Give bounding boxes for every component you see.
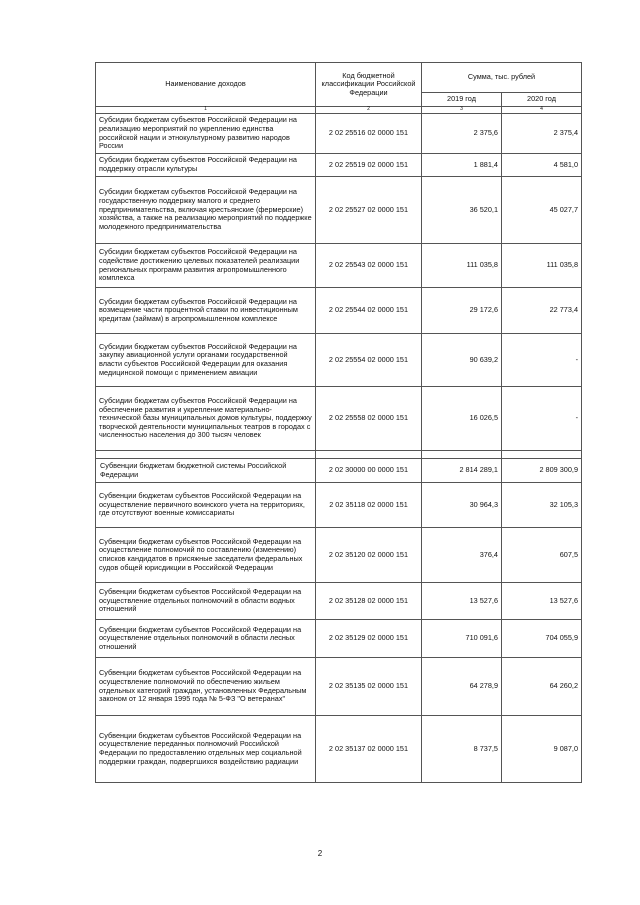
revenue-name: Субвенции бюджетам субъектов Российской Федерации на осуществление полномочий по обеспечению жильем отдельных категорий граждан, установленных Федеральным законом от 12 января 1995 года № 5-ФЗ "О ветеранах" (96, 658, 316, 716)
revenue-name: Субсидии бюджетам субъектов Российской Федерации на возмещение части процентной ставки по инвестиционным кредитам (займам) в агропромышленном комплексе (96, 288, 316, 334)
table-row (96, 716, 582, 783)
classification-code: 2 02 25554 02 0000 151 (316, 334, 422, 387)
revenue-name: Субвенции бюджетам субъектов Российской Федерации на осуществление отдельных полномочий в области водных отношений (96, 583, 316, 620)
classification-code: 2 02 25543 02 0000 151 (316, 244, 422, 288)
amount-2020: - (502, 334, 582, 387)
amount-2020: 22 773,4 (502, 288, 582, 334)
amount-2020: 4 581,0 (502, 154, 582, 177)
header-year-2019: 2019 год (422, 93, 502, 107)
header-sum: Сумма, тыс. рублей (422, 63, 582, 93)
revenue-name: Субсидии бюджетам субъектов Российской Федерации на обеспечение развития и укрепление материально-технической базы муниципальных домов культуры, поддержку творческой деятельности муниципальных театров в городах с численностью населения до 300 тысяч человек (96, 387, 316, 451)
classification-code: 2 02 35137 02 0000 151 (316, 716, 422, 783)
revenue-name: Субсидии бюджетам субъектов Российской Федерации на закупку авиационной услуги органами государственной власти субъектов Российской Федерации для оказания медицинской помощи с применением авиации (96, 334, 316, 387)
amount-2020: 704 055,9 (502, 620, 582, 658)
classification-code: 2 02 35129 02 0000 151 (316, 620, 422, 658)
amount-2020: 111 035,8 (502, 244, 582, 288)
table-row (96, 288, 582, 334)
classification-code: 2 02 25544 02 0000 151 (316, 288, 422, 334)
classification-code: 2 02 25516 02 0000 151 (316, 114, 422, 154)
table-row (96, 334, 582, 387)
table-row (96, 154, 582, 177)
amount-2020: 32 105,3 (502, 483, 582, 528)
page-number: 2 (317, 849, 323, 858)
amount-2019: 1 881,4 (422, 154, 502, 177)
table-row (96, 658, 582, 716)
amount-2020: 2 375,4 (502, 114, 582, 154)
table-row (96, 583, 582, 620)
classification-code: 2 02 35120 02 0000 151 (316, 528, 422, 583)
revenue-name: Субсидии бюджетам субъектов Российской Федерации на содействие достижению целевых показателей реализации региональных программ развития агропромышленного комплекса (96, 244, 316, 288)
revenue-name: Субвенции бюджетам субъектов Российской Федерации на осуществление отдельных полномочий в области лесных отношений (96, 620, 316, 658)
column-number: 1 (96, 107, 316, 114)
revenue-name: Субсидии бюджетам субъектов Российской Федерации на государственную поддержку малого и среднего предпринимательства, включая крестьянские (фермерские) хозяйства, а также на реализацию мероприятий по поддержке молодежного предпринимательства (96, 177, 316, 244)
classification-code: 2 02 35128 02 0000 151 (316, 583, 422, 620)
amount-2020: 607,5 (502, 528, 582, 583)
amount-2019: 30 964,3 (422, 483, 502, 528)
column-number: 2 (316, 107, 422, 114)
classification-code: 2 02 25558 02 0000 151 (316, 387, 422, 451)
revenue-name: Субвенции бюджетам субъектов Российской Федерации на осуществление первичного воинского учета на территориях, где отсутствуют военные комиссариаты (96, 483, 316, 528)
amount-2019: 64 278,9 (422, 658, 502, 716)
amount-2019: 13 527,6 (422, 583, 502, 620)
revenue-name: Субвенции бюджетам субъектов Российской Федерации на осуществление полномочий по составлению (изменению) списков кандидатов в присяжные заседатели федеральных судов общей юрисдикции в Российской Федерации (96, 528, 316, 583)
header-year-2020: 2020 год (502, 93, 582, 107)
classification-code: 2 02 30000 00 0000 151 (316, 459, 422, 483)
table-row (96, 387, 582, 451)
classification-code: 2 02 35135 02 0000 151 (316, 658, 422, 716)
table-row (96, 528, 582, 583)
amount-2020: 9 087,0 (502, 716, 582, 783)
amount-2020: - (502, 387, 582, 451)
revenue-table (95, 62, 582, 783)
amount-2019: 36 520,1 (422, 177, 502, 244)
amount-2019: 90 639,2 (422, 334, 502, 387)
classification-code: 2 02 25527 02 0000 151 (316, 177, 422, 244)
amount-2020: 45 027,7 (502, 177, 582, 244)
revenue-group-name: Субвенции бюджетам бюджетной системы Российской Федерации (96, 459, 316, 483)
amount-2019: 2 814 289,1 (422, 459, 502, 483)
table-row (96, 483, 582, 528)
table-row (96, 620, 582, 658)
table-row (96, 244, 582, 288)
revenue-name: Субсидии бюджетам субъектов Российской Федерации на реализацию мероприятий по укреплению единства российской нации и этнокультурному развитию народов России (96, 114, 316, 154)
amount-2019: 376,4 (422, 528, 502, 583)
column-number: 3 (422, 107, 502, 114)
column-number: 4 (502, 107, 582, 114)
amount-2019: 710 091,6 (422, 620, 502, 658)
header-revenue-name: Наименование доходов (96, 63, 316, 107)
amount-2019: 2 375,6 (422, 114, 502, 154)
amount-2019: 29 172,6 (422, 288, 502, 334)
classification-code: 2 02 25519 02 0000 151 (316, 154, 422, 177)
amount-2019: 111 035,8 (422, 244, 502, 288)
table-row-group (96, 459, 582, 483)
table-row (96, 177, 582, 244)
header-classification-code: Код бюджетной классификации Российской Федерации (316, 63, 422, 107)
revenue-name: Субвенции бюджетам субъектов Российской Федерации на осуществление переданных полномочий Российской Федерации по предоставлению отдельных мер социальной поддержки граждан, подвергшихся воздействию радиации (96, 716, 316, 783)
amount-2020: 64 260,2 (502, 658, 582, 716)
table-row (96, 114, 582, 154)
column-numbers-row (96, 107, 582, 114)
table-header-row (96, 63, 582, 93)
classification-code: 2 02 35118 02 0000 151 (316, 483, 422, 528)
amount-2019: 8 737,5 (422, 716, 502, 783)
revenue-name: Субсидии бюджетам субъектов Российской Федерации на поддержку отрасли культуры (96, 154, 316, 177)
amount-2020: 2 809 300,9 (502, 459, 582, 483)
amount-2020: 13 527,6 (502, 583, 582, 620)
table-row-spacer (96, 451, 582, 459)
amount-2019: 16 026,5 (422, 387, 502, 451)
